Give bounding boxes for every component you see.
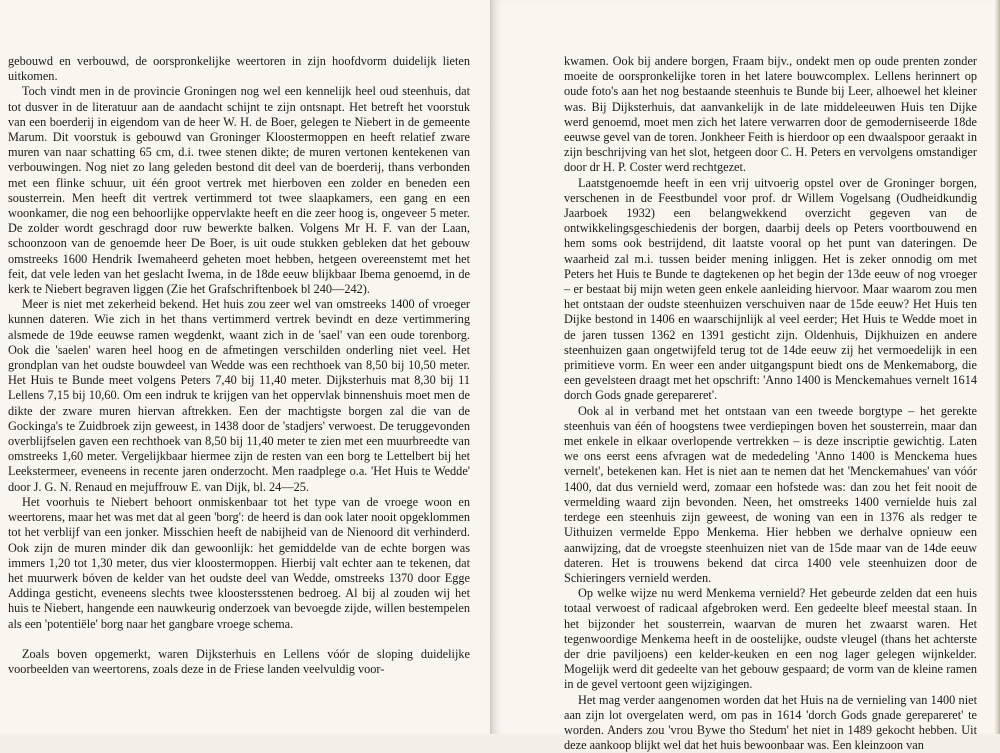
paragraph: Het voorhuis te Niebert behoort onmiskenbaar tot het type van de vroege woon en weertorens, maar het was met dat al geen 'borg': de heerd is dan ook later nooit opgeklommen tot het verblijf van een jonker. Misschien heeft de nabijheid van de Nienoord dit verhinderd. Ook zijn de muren minder dik dan gewoonlijk: het gemiddelde van de echte borgen was immers 1,20 tot 1,30 meter, dus vier kloostermoppen. Hierbij valt echter aan te tekenen, dat het muurwerk bóven de kelder van het oudste deel van Wedde, omstreeks 1370 door Egge Addinga gesticht, eveneens slechts twee kloostersstenen bedroeg. Al bij al zouden wij het huis te Niebert, hangende een nauwkeurig onderzoek van bevoegde zijde, willen bestempelen als een 'potentiële' borg naar het gangbare vroege schema. xyxy=(8,494,470,631)
paragraph: Ook al in verband met het ontstaan van een tweede borgtype – het gerekte steenhuis van één of hoogstens twee verdiepingen boven het sousterrein, maar dan met enkele in elkaar overlopende vertrekken – is deze inscriptie gewichtig. Laten we ons eerst eens afvragen wat de mededeling 'Anno 1400 is Menckema hues vernelt', betekenen kan. Het is niet aan te nemen dat het 'Menckemahues' van vóór 1400, dat dus vernield werd, zomaar een hofstede was: dan zou het feit nooit de vermelding waard zijn bevonden. Neen, het omstreeks 1400 vernielde huis zal terdege een steenhuis zijn geweest, de woning van een in 1376 als redger te Uithuizen vermelde Eppo Menkema. Hier hebben we derhalve opnieuw een aanwijzing, dat de vroegste steenhuizen niet van de 15de maar van de 14de eeuw dateren. Het is trouwens bekend dat circa 1400 vele steenhuizen door de Schieringers vernield werden. xyxy=(564,403,977,585)
right-page xyxy=(492,0,1000,753)
left-page-text xyxy=(8,54,470,677)
paragraph: Op welke wijze nu werd Menkema vernield? Het gebeurde zelden dat een huis totaal verwoest of radicaal afgebroken werd. Een gedeelte bleef meestal staan. In het bijzonder het sousterrein, waarvan de muren het zwaarst waren. Het tegenwoordige Menkema heeft in de oostelijke, oudste vleugel (thans het achterste der drie paviljoens) een kelder-keuken en een nog lager gelegen wijnkelder. Mogelijk werd dit gedeelte van het gebouw gespaard; de vorm van de kleine ramen in de gevel vertoont geen wijzigingen. xyxy=(564,586,977,692)
paragraph: Meer is niet met zekerheid bekend. Het huis zou zeer wel van omstreeks 1400 of vroeger kunnen dateren. Wie zich in het thans vertimmerd vertrek bevindt en deze vertimmering alsmede de 19de eeuwse ramen wegdenkt, waant zich in de 'sael' van een oude torenborg. Ook die 'saelen' waren heel hoog en de afmetingen verschilden onderling niet veel. Het grondplan van het oudste bouwdeel van Wedde was een rechthoek van 8,50 bij 10,50 meter. Het Huis te Bunde meet volgens Peters 7,40 bij 11,40 meter. Dijksterhuis mat 8,30 bij 11 Lellens 7,15 bij 10,60. Om een indruk te krijgen van het oppervlak binnenshuis moet men de dikte der zware muren hiervan aftrekken. Een der machtigste borgen zal die van de Gockinga's te Zuidbroek zijn geweest, in 1438 door de 'stadjers' verwoest. De teruggevonden overblijfselen gaven een rechthoek van 8,50 bij 11,40 meter te zien met een muurbreedte van omstreeks 1,60 meter. Vergelijkbaar hiermee zijn de resten van een borg te Lettelbert bij het Leekstermeer, eveneens in recente jaren onderzocht. Men raadplege o.a. 'Het Huis te Wedde' door J. G. N. Renaud en mejuffrouw E. van Dijk, bl. 24—25. xyxy=(8,297,470,494)
right-page-text xyxy=(564,54,977,753)
left-page xyxy=(0,0,493,734)
paragraph: Laatstgenoemde heeft in een vrij uitvoerig opstel over de Groninger borgen, verschenen in de Feestbundel voor prof. dr Willem Vogelsang (Oudheidkundig Jaarboek 1932) een belangwekkend overzicht gegeven van de ontwikkelingsgeschiedenis der borgen, daarbij deels op Peters voortbouwend en hem soms ook bestrijdend, dit laatste vooral op het punt van dateringen. De waarheid zal m.i. tussen beider mening inliggen. Het is zeker onnodig om met Peters het Huis te Bunde te dagtekenen op het begin der 13de eeuw of nog vroeger – er bestaat bij mijn weten geen enkele aanleiding hiervoor. Maar waarom zou men het ontstaan der oudste steenhuizen verschuiven naar de 15de eeuw? Het Huis ten Dijke bestond in 1406 en waarschijnlijk al veel eerder; Het Huis te Wedde moet in de jaren tussen 1362 en 1391 gesticht zijn. Oldenhuis, Dijkhuizen en andere steenhuizen gaan ongetwijfeld terug tot de 14de eeuw zij het vermoedelijk in een primitieve vorm. En weer een ander uitgangspunt biedt ons de Menkemaborg, die een gevelsteen draagt met het opschrift: 'Anno 1400 is Menckemahues vernelt 1614 dorch Gods gnade gerepareret'. xyxy=(564,175,977,403)
paragraph: Zoals boven opgemerkt, waren Dijksterhuis en Lellens vóór de sloping duidelijke voorbeelden van weertorens, zoals deze in de Friese landen veelvuldig voor- xyxy=(8,646,470,676)
paragraph: kwamen. Ook bij andere borgen, Fraam bijv., ondekt men op oude prenten zonder moeite de oorspronkelijke toren in het latere bouwcomplex. Lellens herinnert op oude foto's aan het nog bestaande steenhuis te Bunde bij Leer, alhoewel het kleiner was. Bij Dijksterhuis, dat aanvankelijk in de late middeleeuwen Huis ten Dijke werd genoemd, moet men zich het latere verwarren door de gemoderniseerde 18de eeuwse gevel van de toren. Jonkheer Feith is hierdoor op een dwaalspoor geraakt in zijn beschrijving van het slot, hetgeen door C. H. Peters en vervolgens omstandiger door dr H. P. Coster werd rechtgezet. xyxy=(564,54,977,175)
paragraph: Toch vindt men in de provincie Groningen nog wel een kennelijk heel oud steenhuis, dat tot dusver in de literatuur aan de aandacht schijnt te zijn ontsnapt. Het betreft het voorstuk van een boerderij in eigendom van de heer W. H. de Boer, gelegen te Niebert in de gemeente Marum. Dit voorstuk is gebouwd van Groninger Kloostermoppen en heeft relatief zware muren van naar schatting 65 cm, d.i. twee stenen dikte; de muren vertonen kentekenen van verbouwingen. Nog niet zo lang geleden bestond dit deel van de boerderij, thans verbonden met een flinke schuur, uit één groot vertrek met hierboven een zolder en beneden een sousterrein. Men heeft dit vertrek vertimmerd tot twee slaapkamers, een gang en een woonkamer, die nog een behoorlijke oppervlakte heeft en die zeer hoog is, ongeveer 5 meter. De zolder wordt geschragd door ruw bewerkte balken. Volgens Mr H. F. van der Laan, schoonzoon van de genoemde heer De Boer, is uit oude stukken gebleken dat het gebouw omstreeks 1600 Hendrik Iwemaheerd geheten moet hebben, hetgeen overeenstemt met het feit, dat vele leden van het geslacht Iwema, in de 18de eeuw blijkbaar Ibema genoemd, in de kerk te Niebert begraven liggen (Zie het Grafschriftenboek bl 240—242). xyxy=(8,84,470,297)
paragraph: gebouwd en verbouwd, de oorspronkelijke weertoren in zijn hoofdvorm duidelijk lieten uitkomen. xyxy=(8,54,470,84)
page-edge xyxy=(994,0,1000,734)
paragraph: Het mag verder aangenomen worden dat het Huis na de vernieling van 1400 niet aan zijn lot overgelaten werd, om pas in 1614 'dorch Gods gnade gerepareret' te worden. Anders zou 'vrou Bywe tho Stedum' het niet in 1489 gekocht hebben. Uit deze aankoop blijkt wel dat het huis bewoonbaar was. Een kleinzoon van xyxy=(564,692,977,753)
